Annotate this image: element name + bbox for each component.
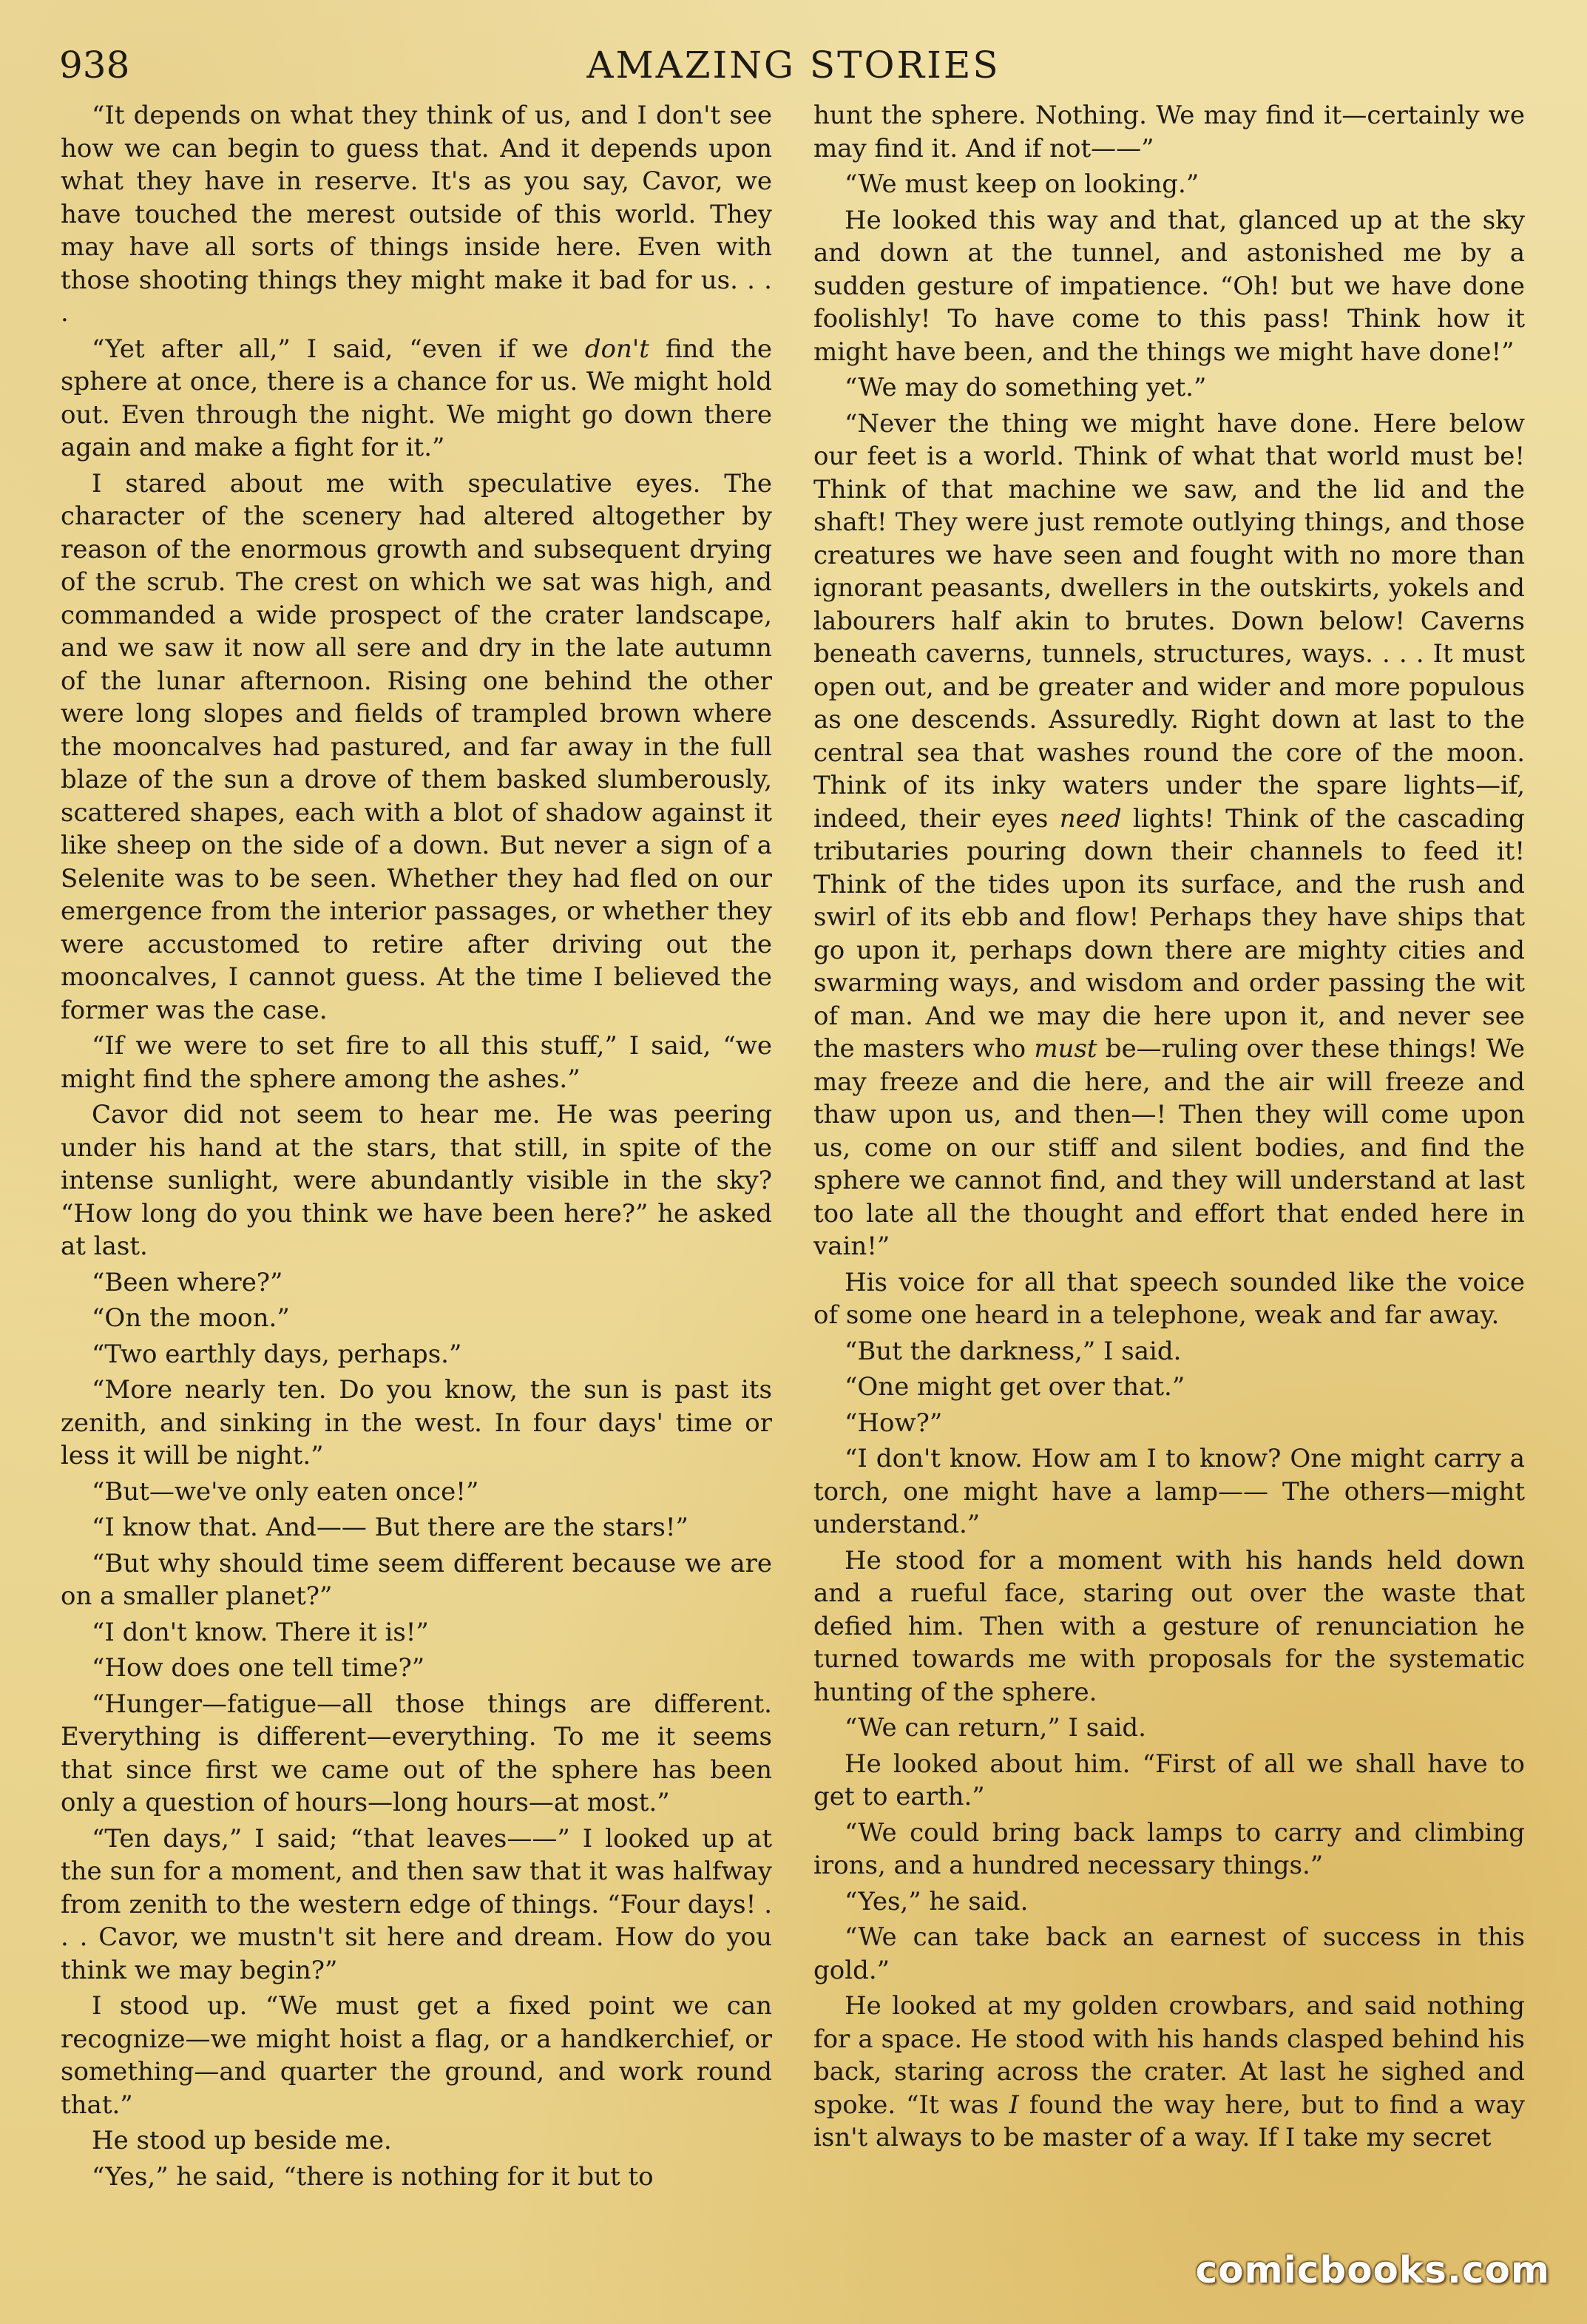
paragraph: “One might get over that.” xyxy=(845,1372,1185,1402)
paragraph: “We can return,” I said. xyxy=(845,1713,1146,1743)
paragraph: “We could bring back lamps to carry and climbing irons, and a hundred necessary things.” xyxy=(813,1817,1525,1880)
paragraph: “Two earthly days, perhaps.” xyxy=(92,1339,462,1369)
paragraph: He stood up beside me. xyxy=(92,2126,392,2155)
text-run: “Never the thing we might have done. Here below our feet is a world. Think of what that world must be! Think of that machine we saw, and the lid and the shaft! They were just remote outlying things, and those creatures we have seen and fought with no more than ignorant peasants, dwellers in the outskirts, yokels and labourers half akin to brutes. Down below! Caverns beneath caverns, tunnels, structures, ways. . . . It must open out, and be greater and wider and more populous as one descends. Assuredly. Right down at last to the central sea that washes round the core of the moon. Think of its inky waters under the spare lights—if, indeed, their eyes xyxy=(813,408,1525,834)
text-column-left xyxy=(61,99,772,2281)
paragraph xyxy=(61,333,772,465)
paragraph: “More nearly ten. Do you know, the sun is past its zenith, and sinking in the west. In four days' time or less it will be night.” xyxy=(61,1375,772,1470)
text-run: “Yet after all,” I said, “even if we xyxy=(92,334,585,364)
paragraph: I stood up. “We must get a fixed point we can recognize—we might hoist a flag, or a handkerchief, or something—and quarter the ground, and work round that.” xyxy=(61,1991,772,2120)
paragraph: “If we were to set fire to all this stuff,” I said, “we might find the sphere among the ashes.” xyxy=(61,1031,772,1094)
paragraph: His voice for all that speech sounded like the voice of some one heard in a telephone, weak and far away. xyxy=(813,1267,1525,1330)
paragraph: “We must keep on looking.” xyxy=(845,169,1199,199)
paragraph: “We can take back an earnest of success in this gold.” xyxy=(813,1922,1525,1985)
text-run: lights! Think of the cascading tributaries pouring down their channels to feed it! Think of the tides upon its surface, and the rush and swirl of its ebb and flow! Perhaps they have ships that go upon it, perhaps down there are mighty cities and swarming ways, and wisdom and order passing the wit of man. And we may die here upon it, and never see the masters who xyxy=(813,803,1525,1064)
paragraph: “How?” xyxy=(845,1408,943,1438)
paragraph: He stood for a moment with his hands held down and a rueful face, staring out over the waste that defied him. Then with a gesture of renunciation he turned towards me with proposals for the systematic hunting of the sphere. xyxy=(813,1545,1525,1707)
paragraph: “I don't know. How am I to know? One might carry a torch, one might have a lamp—— The others—might understand.” xyxy=(813,1444,1525,1539)
paragraph: “Yes,” he said. xyxy=(845,1886,1029,1916)
paragraph: “We may do something yet.” xyxy=(845,373,1207,402)
paragraph: “But the darkness,” I said. xyxy=(845,1336,1182,1366)
paragraph: “Been where?” xyxy=(92,1267,283,1297)
paragraph: “How does one tell time?” xyxy=(92,1653,425,1683)
paragraph: “Yes,” he said, “there is nothing for it but to xyxy=(92,2161,654,2192)
page-number: 938 xyxy=(59,44,130,87)
emphasis: must xyxy=(1034,1034,1097,1064)
paragraph xyxy=(813,408,1525,1263)
paragraph: “But—we've only eaten once!” xyxy=(92,1476,479,1507)
paragraph: Cavor did not seem to hear me. He was peering under his hand at the stars, that still, in spite of the intense sunlight, were abundantly visible in the sky? “How long do you think we have been here?” he asked at last. xyxy=(61,1100,772,1261)
paragraph xyxy=(813,1990,1525,2155)
text-run: find the sphere at once, there is a chance for us. We might hold out. Even through the night. We might go down there again and make a fight for it.” xyxy=(61,334,772,462)
emphasis: I xyxy=(1009,2090,1019,2120)
magazine-title: AMAZING STORIES xyxy=(586,44,1001,87)
text-column-right xyxy=(813,99,1525,2281)
text-run: He looked at my golden crowbars, and said nothing for a space. He stood with his hands clasped behind his back, staring across the crater. At last he sighed and spoke. “It was xyxy=(813,1991,1525,2120)
paragraph: “On the moon.” xyxy=(92,1303,290,1333)
watermark-logo: comicbooks.com xyxy=(1195,2249,1550,2291)
emphasis: don't xyxy=(584,334,649,364)
paragraph: I stared about me with speculative eyes. The character of the scenery had altered altogether by reason of the enormous growth and subsequent drying of the scrub. The crest on which we sat was high, and commanded a wide prospect of the crater landscape, and we saw it now all sere and dry in the late autumn of the lunar afternoon. Rising one behind the other were long slopes and fields of trampled brown where the mooncalves had pastured, and far away in the full blaze of the sun a drove of them basked slumberously, scattered shapes, each with a blot of shadow against it like sheep on the side of a down. But never a sign of a Selenite was to be seen. Whether they had fled on our emergence from the interior passages, or whether they were accustomed to retire after driving out the mooncalves, I cannot guess. At the time I believed the former was the case. xyxy=(61,468,772,1025)
paragraph: He looked this way and that, glanced up at the sky and down at the tunnel, and astonished me by a sudden gesture of impatience. “Oh! but we have done foolishly! To have come to this pass! Think how it might have been, and the things we might have done!” xyxy=(813,205,1525,367)
paragraph: “It depends on what they think of us, and I don't see how we can begin to guess that. And it depends upon what they have in reserve. It's as you say, Cavor, we have touched the merest outside of this world. They may have all sorts of things inside here. Even with those shooting things they might make it bad for us. . . . xyxy=(61,101,772,328)
paragraph: “I know that. And—— But there are the stars!” xyxy=(92,1513,688,1542)
paragraph: “Ten days,” I said; “that leaves——” I looked up at the sun for a moment, and then saw that it was halfway from zenith to the western edge of things. “Four days! . . . Cavor, we mustn't sit here and dream. How do you think we may begin?” xyxy=(61,1823,772,1985)
text-run: be—ruling over these things! We may freeze and die here, and the air will freeze and thaw upon us, and then—! Then they will come upon us, come on our stiff and silent bodies, and find the sphere we cannot find, and they will understand at last too late all the thought and effort that ended here in vain!” xyxy=(813,1034,1525,1261)
text-run: found the way here, but to find a way isn't always to be master of a way. If I take my secret xyxy=(813,2090,1525,2152)
paragraph: hunt the sphere. Nothing. We may find it—certainly we may find it. And if not——” xyxy=(813,101,1525,163)
emphasis: need xyxy=(1059,803,1122,834)
paragraph: “But why should time seem different because we are on a smaller planet?” xyxy=(61,1548,772,1611)
paragraph: “Hunger—fatigue—all those things are different. Everything is different—everything. To me it seems that since first we came out of the sphere has been only a question of hours—long hours—at most.” xyxy=(61,1689,772,1817)
paragraph: “I don't know. There it is!” xyxy=(92,1617,429,1647)
paragraph: He looked about him. “First of all we shall have to get to earth.” xyxy=(813,1749,1525,1811)
